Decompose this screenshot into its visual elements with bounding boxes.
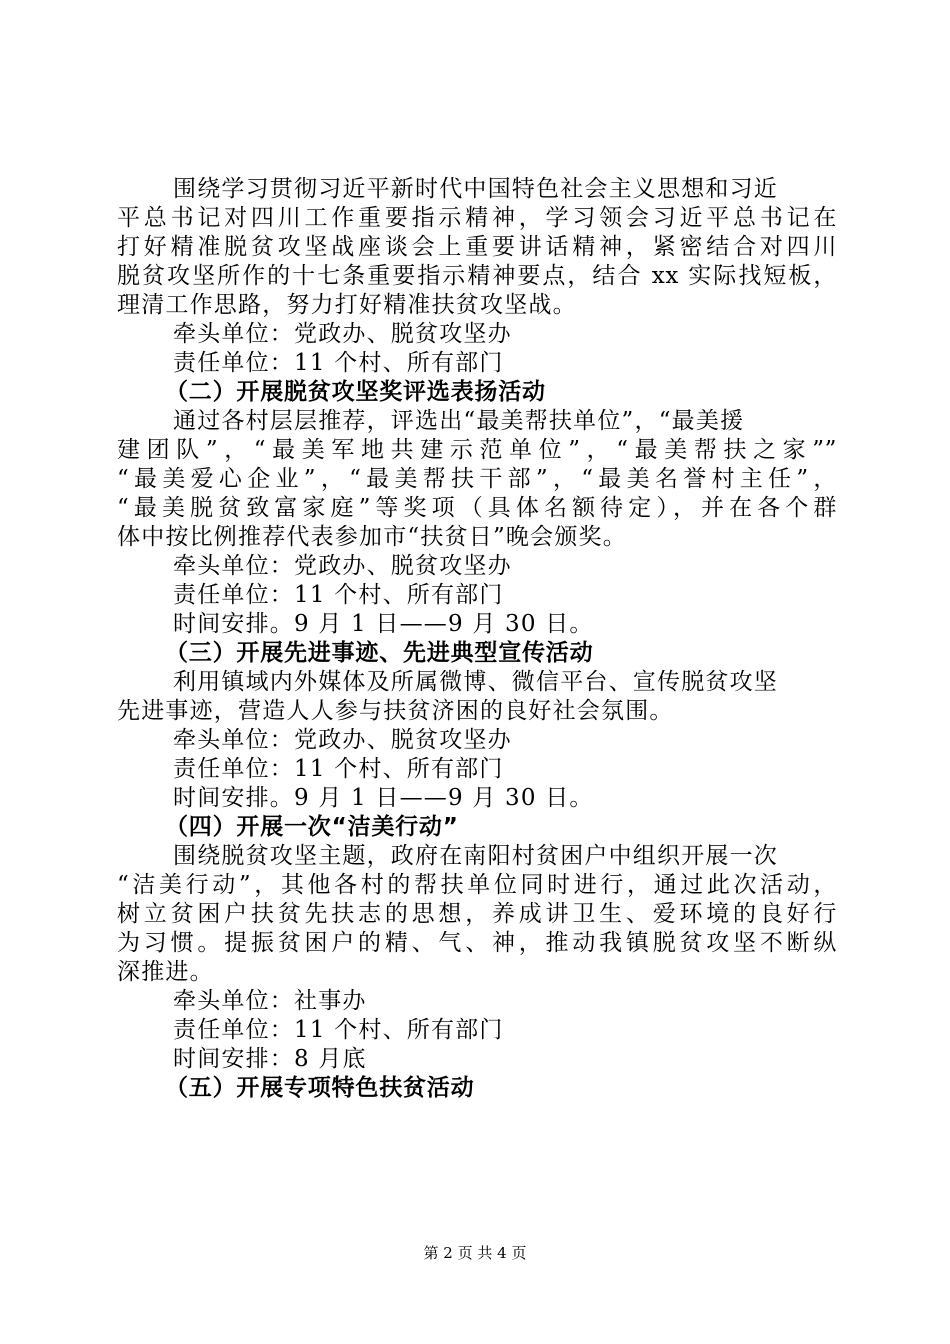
paragraph-line: 为习惯。提振贫困户的精、气、神，推动我镇脱贫攻坚不断纵 xyxy=(117,930,837,956)
section-heading: （四）开展一次“洁美行动” xyxy=(165,814,459,840)
detail-line: 责任单位：11 个村、所有部门 xyxy=(173,582,504,608)
detail-line: 时间安排：8 月底 xyxy=(173,1046,367,1072)
section-heading: （五）开展专项特色扶贫活动 xyxy=(165,1075,475,1101)
paragraph-line: 利用镇域内外媒体及所属微博、微信平台、宣传脱贫攻坚 xyxy=(173,669,778,695)
detail-line: 牵头单位：党政办、脱贫攻坚办 xyxy=(173,321,512,347)
paragraph-line: 脱贫攻坚所作的十七条重要指示精神要点，结合 xx 实际找短板， xyxy=(117,263,837,289)
detail-line: 责任单位：11 个村、所有部门 xyxy=(173,1017,504,1043)
paragraph-line: 理清工作思路，努力打好精准扶贫攻坚战。 xyxy=(117,292,577,318)
detail-line: 责任单位：11 个村、所有部门 xyxy=(173,350,504,376)
detail-line: 时间安排。9 月 1 日——9 月 30 日。 xyxy=(173,785,594,811)
paragraph-line: 通过各村层层推荐，评选出“最美帮扶单位”，“最美援 xyxy=(173,408,745,434)
paragraph-line: “最美爱心企业”，“最美帮扶干部”，“最美名誉村主任”， xyxy=(117,466,837,492)
paragraph-line: 深推进。 xyxy=(117,959,214,985)
paragraph-line: “洁美行动”，其他各村的帮扶单位同时进行，通过此次活动， xyxy=(117,872,837,898)
paragraph-line: 围绕脱贫攻坚主题，政府在南阳村贫困户中组织开展一次 xyxy=(173,843,778,869)
detail-line: 牵头单位：党政办、脱贫攻坚办 xyxy=(173,553,512,579)
paragraph-line: 平总书记对四川工作重要指示精神，学习领会习近平总书记在 xyxy=(117,205,837,231)
paragraph-line: 树立贫困户扶贫先扶志的思想，养成讲卫生、爱环境的良好行 xyxy=(117,901,837,927)
detail-line: 时间安排。9 月 1 日——9 月 30 日。 xyxy=(173,611,594,637)
detail-line: 牵头单位：党政办、脱贫攻坚办 xyxy=(173,727,512,753)
paragraph-line: 打好精准脱贫攻坚战座谈会上重要讲话精神，紧密结合对四川 xyxy=(117,234,837,260)
detail-line: 责任单位：11 个村、所有部门 xyxy=(173,756,504,782)
paragraph-line: 建团队”，“最美军地共建示范单位”，“最美帮扶之家”” xyxy=(117,437,837,463)
section-heading: （二）开展脱贫攻坚奖评选表扬活动 xyxy=(165,379,546,405)
document-body xyxy=(117,175,837,1103)
paragraph-line: 体中按比例推荐代表参加市“扶贫日”晚会颁奖。 xyxy=(117,524,627,550)
paragraph-line: “最美脱贫致富家庭”等奖项（具体名额待定），并在各个群 xyxy=(117,495,837,521)
section-heading: （三）开展先进事迹、先进典型宣传活动 xyxy=(165,640,594,666)
detail-line: 牵头单位：社事办 xyxy=(173,988,367,1014)
page-footer: 第 2 页 共 4 页 xyxy=(423,1244,527,1262)
paragraph-line: 围绕学习贯彻习近平新时代中国特色社会主义思想和习近 xyxy=(173,176,778,202)
paragraph-line: 先进事迹，营造人人参与扶贫济困的良好社会氛围。 xyxy=(117,698,674,724)
